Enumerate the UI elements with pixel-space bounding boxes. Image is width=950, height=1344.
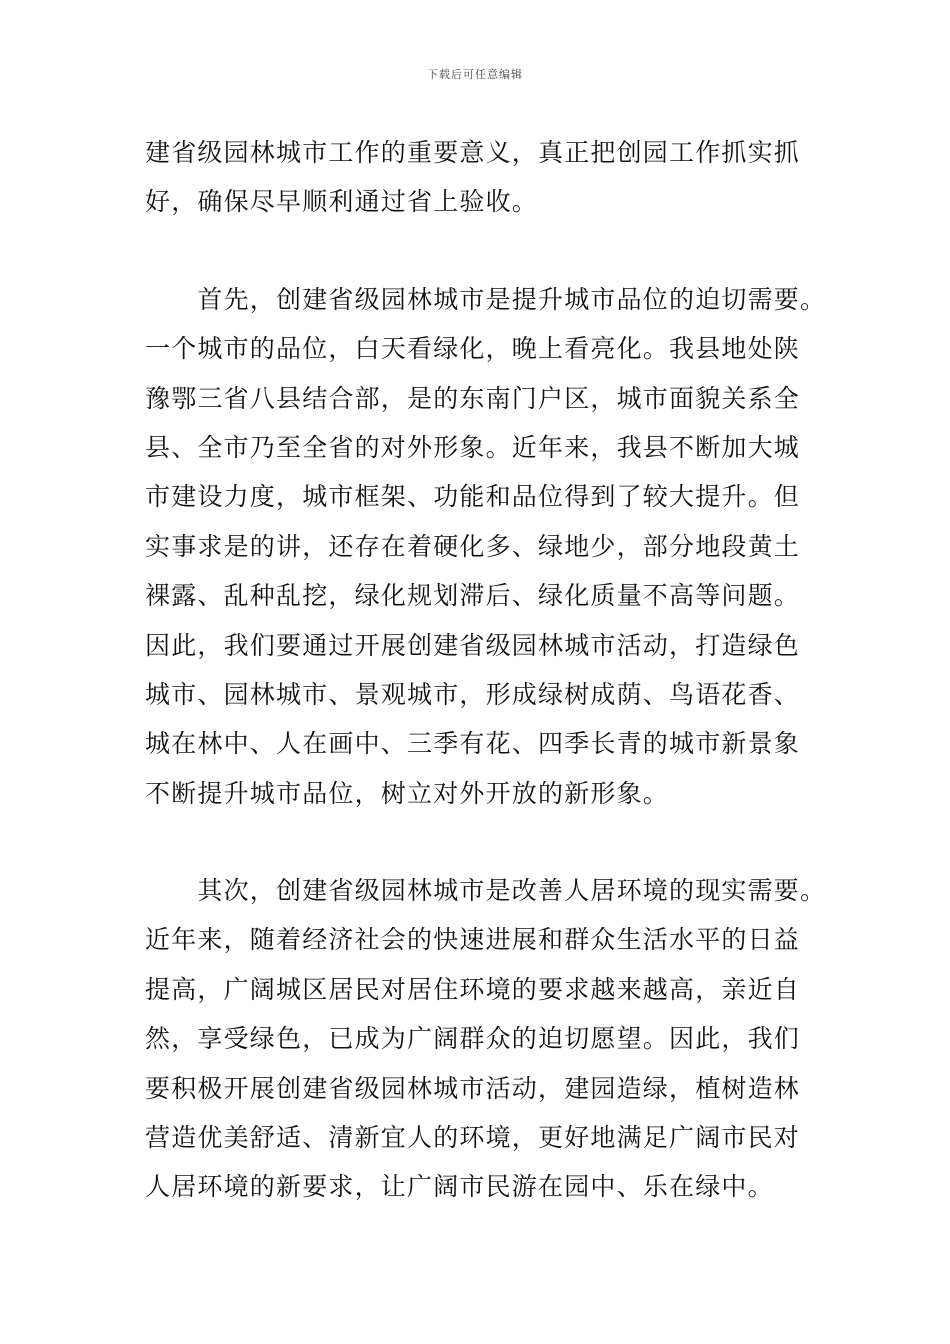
- text-line: 不断提升城市品位，树立对外开放的新形象。: [145, 778, 670, 808]
- paragraph-gap: [145, 818, 835, 866]
- paragraph: [145, 866, 835, 1212]
- text-line: 其次，创建省级园林城市是改善人居环境的现实需要。: [145, 876, 827, 906]
- text-line: 裸露、乱种乱挖，绿化规划滞后、绿化质量不高等问题。: [145, 581, 801, 611]
- text-line: 一个城市的品位，白天看绿化，晚上看亮化。我县地处陕: [145, 334, 801, 364]
- text-line: 好，确保尽早顺利通过省上验收。: [145, 187, 539, 217]
- text-line: 实事求是的讲，还存在着硬化多、绿地少，部分地段黄土: [145, 531, 801, 561]
- document-body: [145, 128, 835, 1212]
- text-line: 人居环境的新要求，让广阔市民游在园中、乐在绿中。: [145, 1172, 774, 1202]
- text-line: 营造优美舒适、清新宜人的环境，更好地满足广阔市民对: [145, 1123, 801, 1153]
- text-line: 市建设力度，城市框架、功能和品位得到了较大提升。但: [145, 482, 801, 512]
- text-line: 要积极开展创建省级园林城市活动，建园造绿，植树造林: [145, 1073, 801, 1103]
- page-header: 下载后可任意编辑: [427, 68, 523, 81]
- text-line: 因此，我们要通过开展创建省级园林城市活动，打造绿色: [145, 630, 801, 660]
- text-line: 首先，创建省级园林城市是提升城市品位的迫切需要。: [145, 284, 827, 314]
- paragraph: [145, 275, 835, 818]
- text-line: 近年来，随着经济社会的快速进展和群众生活水平的日益: [145, 925, 801, 955]
- text-line: 豫鄂三省八县结合部，是的东南门户区，城市面貌关系全: [145, 383, 801, 413]
- text-line: 然，享受绿色，已成为广阔群众的迫切愿望。因此，我们: [145, 1024, 801, 1054]
- paragraph-gap: [145, 227, 835, 275]
- text-line: 提高，广阔城区居民对居住环境的要求越来越高，亲近自: [145, 974, 801, 1004]
- paragraph: [145, 128, 835, 227]
- text-line: 城市、园林城市、景观城市，形成绿树成荫、鸟语花香、: [145, 679, 801, 709]
- text-line: 县、全市乃至全省的对外形象。近年来，我县不断加大城: [145, 432, 801, 462]
- text-line: 城在林中、人在画中、三季有花、四季长青的城市新景象: [145, 729, 801, 759]
- text-line: 建省级园林城市工作的重要意义，真正把创园工作抓实抓: [145, 138, 801, 167]
